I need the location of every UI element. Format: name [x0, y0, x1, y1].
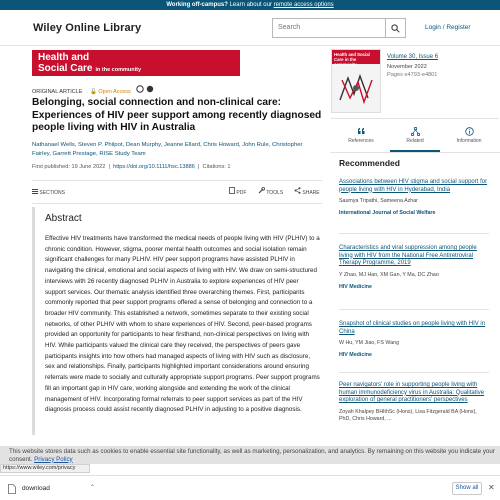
author-list[interactable]: Nathanael Wells, Steven P. Philpot, Dean Murphy, Jeanne Ellard, Chris Howard, John Rule, Christopher Fairley, Garrett Prestage, RISE Study Team: [32, 142, 303, 157]
cover-title: Health and Social Care in the community: [332, 50, 380, 64]
divider: [32, 180, 322, 181]
divider: [330, 152, 500, 153]
divider: [339, 372, 489, 373]
open-access-badge: 🔓 Open Access: [89, 89, 131, 95]
pdf-icon: [229, 187, 235, 194]
off-campus-bar: [0, 0, 500, 10]
pdf-button[interactable]: PDF: [229, 187, 246, 196]
status-url: https://www.wiley.com/privacy: [0, 464, 90, 473]
tab-references[interactable]: References: [336, 124, 386, 152]
download-filename[interactable]: download: [22, 485, 50, 492]
issue-date: November 2022: [387, 64, 427, 70]
tab-information[interactable]: Information: [444, 124, 494, 152]
recommended-item-title[interactable]: Snapshot of clinical studies on people living with HIV in China: [339, 321, 486, 335]
banner-line1: Health and: [38, 52, 90, 63]
divider: [32, 203, 322, 204]
recommended-item-title[interactable]: Associations between HIV stigma and social support for people living with HIV in Hyderabad, India: [339, 179, 488, 193]
abstract-section: [32, 207, 322, 435]
search-icon: [391, 24, 400, 33]
article-title: Belonging, social connection and non-clinical care: Experiences of HIV peer support among recently diagnosed people living with HIV in Australia: [32, 97, 322, 133]
recommended-item-authors: W Hu, YM Jiao, FS Wang: [339, 340, 400, 346]
quote-icon: [357, 127, 366, 136]
show-all-button[interactable]: Show all: [452, 482, 482, 495]
network-icon: [411, 127, 420, 136]
cookie-text: This website stores data such as cookies to enable essential site functionality, as well as marketing, personalization, and analytics. By remaining on this website you indicate your consent.: [9, 448, 495, 463]
banner-tagline: in the community: [95, 67, 142, 73]
recommended-item: [339, 382, 489, 423]
wiley-logo[interactable]: Wiley Online Library: [33, 22, 142, 34]
volume-issue-link[interactable]: Volume 30, Issue 6: [387, 54, 439, 60]
publish-date: 19 June 2022: [71, 164, 106, 170]
doi-link[interactable]: https://doi.org/10.1111/hsc.13886: [113, 164, 195, 170]
crossmark-icon: [146, 85, 154, 93]
abstract-text: Effective HIV treatments have transformed the medical needs of people living with HIV (PLHIV) to a chronic condition. However, stigma, poorer mental health outcomes and social isolation remain significant challenges for many PLHIV. HIV peer support programs have assisted PLHIV in navigating the clinical, emotional and social aspects of living with HIV. We draw on semi-structured interviews with 26 recently diagnosed PLHIV in Australia to explore experiences of HIV peer support services. Our thematic analysis identified three overarching themes. First, participants commonly reported that peer support programs offered a sense of belonging and connection to a broader HIV community. This established a network, sometimes separate to their existing social networks, of other PLHIV with whom to share experiences of HIV. Second, peer-based programs provided an opportunity for participants to hear firsthand, non-clinical perspectives on living with HIV. While participants valued the clinical care they received, the perspectives of peers gave participants insights into how others had managed aspects of living with HIV such as disclosure, sex and relationships. Finally, participants highlighted important considerations around ensuring referrals were made to socially and culturally appropriate support programs. Peer support programs fill an important gap in HIV care, working alongside and extending the work of the clinical management of HIV. Incorporating formal referrals to peer support services as part of the HIV diagnosis process could assist recently diagnosed PLHIV in adjusting to a positive diagnosis.: [45, 235, 320, 414]
recommended-item-authors: Zoyah Khalpey BHlthSc (Hons), Lisa Fitzgerald BA (Hons), PhD, Chris Howard, ...: [339, 408, 477, 422]
recommended-item: [339, 245, 489, 290]
off-campus-lead: Working off-campus?: [166, 2, 228, 8]
login-register-link[interactable]: Login / Register: [425, 24, 471, 31]
recommended-item-title[interactable]: Characteristics and viral suppression among people living with HIV from the National Free Antiretroviral Therapy Programme, 2019: [339, 245, 477, 266]
page-range: Pages e4793-e4801: [387, 72, 438, 78]
divider: [339, 309, 489, 310]
publication-info: First published: 19 June 2022 | https://doi.org/10.1111/hsc.13886 | Citations: 1: [32, 164, 231, 170]
recommended-item: [339, 321, 489, 358]
journal-banner[interactable]: [32, 50, 240, 76]
article-type: ORIGINAL ARTICLE: [32, 89, 83, 95]
altmetric-icon: [136, 85, 144, 93]
abstract-heading: Abstract: [45, 213, 82, 224]
share-icon: [294, 187, 301, 194]
off-campus-text: Learn about our: [229, 2, 272, 8]
journal-cover[interactable]: [331, 49, 381, 113]
citation-count: Citations: 1: [202, 164, 231, 170]
recommended-heading: Recommended: [339, 158, 400, 168]
recommended-item-authors: Y Zhao, MJ Han, XM Gan, Y Ma, DC Zhao: [339, 271, 439, 278]
recommended-item-journal[interactable]: HIV Medicine: [339, 283, 372, 290]
search-input[interactable]: Search: [272, 18, 386, 38]
sections-button[interactable]: SECTIONS: [32, 189, 65, 196]
recommended-item: [339, 179, 489, 216]
divider: [339, 233, 489, 234]
close-icon[interactable]: ✕: [488, 483, 495, 492]
cover-artwork-icon: [336, 68, 376, 108]
tools-button[interactable]: TOOLS: [258, 187, 283, 196]
chevron-up-icon[interactable]: ⌃: [90, 485, 96, 491]
recommended-item-journal[interactable]: International Journal of Social Welfare: [339, 210, 436, 216]
share-button[interactable]: SHARE: [294, 187, 320, 196]
download-bar: [0, 475, 500, 500]
recommended-item-authors: Saumya Tripathi, Sameena Azhar: [339, 198, 418, 204]
info-icon: [465, 127, 474, 136]
article-meta: [32, 85, 154, 95]
privacy-policy-link[interactable]: Privacy Policy: [34, 455, 73, 463]
right-sidebar: [330, 46, 500, 446]
file-icon: [8, 484, 16, 494]
banner-line2: Social Care in the community: [38, 63, 142, 74]
recommended-item-title[interactable]: Peer navigators' role in supporting people living with human immunodeficiency virus in Australia: Qualitative exploration of general practitioners' perspectives: [339, 382, 485, 403]
menu-icon: [32, 189, 38, 194]
metric-icons[interactable]: [136, 89, 154, 95]
recommended-item-journal[interactable]: HIV Medicine: [339, 352, 372, 358]
cookie-banner: [0, 446, 500, 464]
search-button[interactable]: [386, 18, 406, 38]
site-header: [0, 10, 500, 46]
remote-access-link[interactable]: remote access options: [273, 2, 334, 8]
divider: [331, 118, 499, 119]
article-toolbar: [32, 187, 322, 197]
wrench-icon: [258, 187, 265, 194]
tab-related[interactable]: Related: [390, 124, 440, 152]
sidebar-tabs: [330, 124, 500, 152]
